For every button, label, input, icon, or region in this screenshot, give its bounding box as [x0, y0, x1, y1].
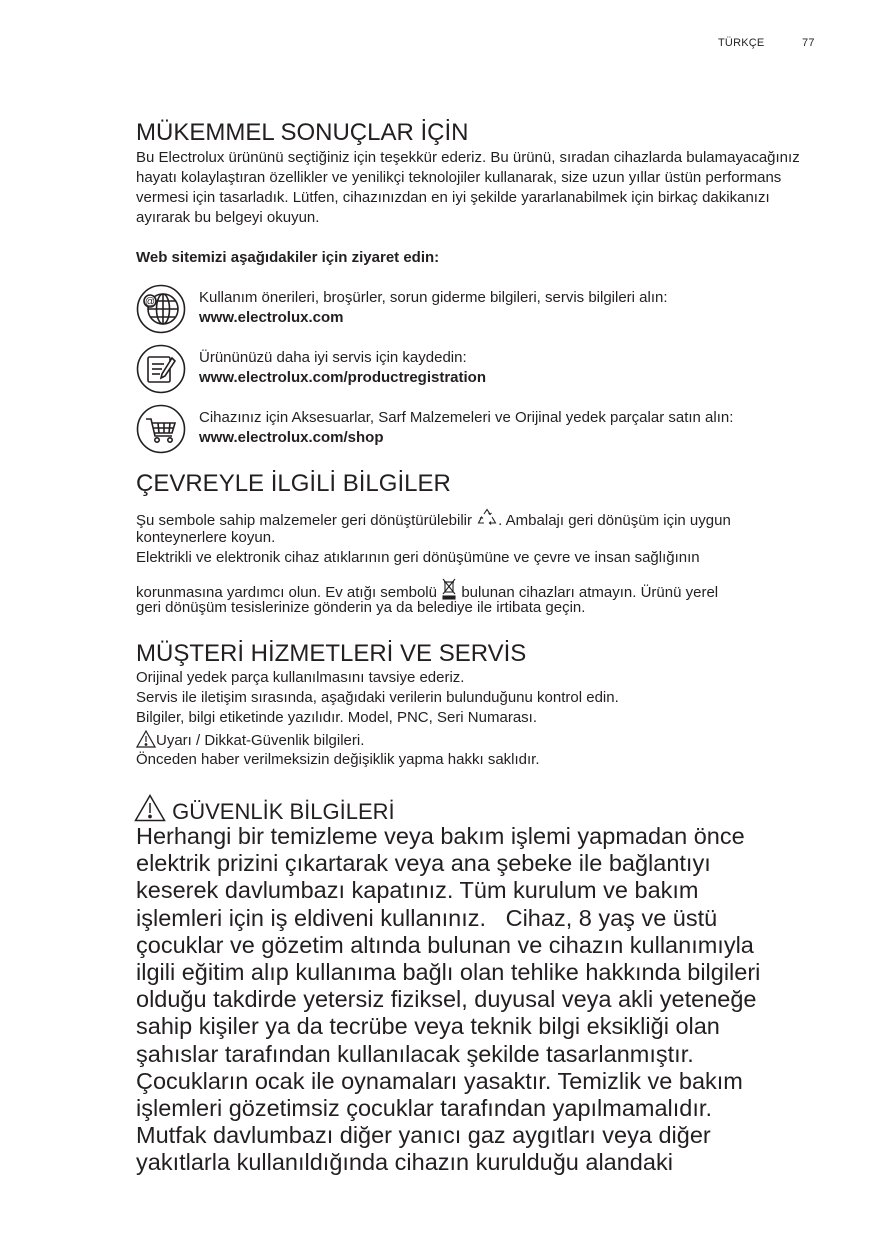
safety-line: şahıslar tarafından kullanılacak şekilde tasarlanmıştır. [136, 1040, 694, 1067]
svg-text:@: @ [144, 296, 156, 308]
web-item-shop [199, 408, 733, 448]
header-language: TÜRKÇE [718, 37, 765, 49]
safety-line: sahip kişiler ya da tecrübe veya teknik bilgi eksikliği olan [136, 1013, 720, 1040]
safety-body [136, 823, 826, 1177]
web-link-electrolux[interactable]: www.electrolux.com [199, 309, 344, 326]
environment-line-2: konteynerlere koyun. [136, 529, 276, 546]
section-title-safety: GÜVENLİK BİLGİLERİ [134, 794, 395, 828]
intro-paragraph: Bu Electrolux ürününü seçtiğiniz için teşekkür ederiz. Bu ürünü, sıradan cihazlarda bulamayacağınız hayatı kolaylaştıran özellikler ve yenilikçi teknolojiler kullanarak, size uzun yıllar üstün performans vermesi için tasarladık. Lütfen, cihazınızdan en iyi şekilde yararlanabilmek için birkaç dakikanızı ayırarak bu belgeyi okuyun. [136, 149, 800, 226]
safety-line: olduğu takdirde yetersiz fiziksel, duyusal veya akli yeteneğe [136, 986, 757, 1013]
environment-line-4: korunmasına yardımcı olun. Ev atığı sembolü bulunan cihazları atmayın. Ürünü yerel [136, 578, 718, 606]
customer-service-line-1: Orijinal yedek parça kullanılmasını tavsiye ederiz. [136, 669, 465, 686]
web-item-support-text: Kullanım önerileri, broşürler, sorun giderme bilgileri, servis bilgileri alın: [199, 289, 668, 306]
safety-line: elektrik prizini çıkartarak veya ana şebeke ile bağlantıyı [136, 850, 711, 877]
registration-form-icon [136, 344, 186, 394]
web-link-shop[interactable]: www.electrolux.com/shop [199, 429, 384, 446]
safety-line: keserek davlumbazı kapatınız. Tüm kurulum ve bakım [136, 877, 699, 904]
customer-service-line-2: Servis ile iletişim sırasında, aşağıdaki verilerin bulunduğunu kontrol edin. [136, 689, 619, 706]
section-title-perfect-results: MÜKEMMEL SONUÇLAR İÇİN [136, 119, 469, 146]
web-item-support [199, 288, 668, 328]
safety-line: Mutfak davlumbazı diğer yanıcı gaz aygıtları veya diğer [136, 1122, 711, 1149]
web-item-registration-text: Ürününüzü daha iyi servis için kaydedin: [199, 349, 467, 366]
shopping-cart-icon [136, 404, 186, 454]
customer-service-line-3: Bilgiler, bilgi etiketinde yazılıdır. Model, PNC, Seri Numarası. [136, 709, 537, 726]
environment-line-5: geri dönüşüm tesislerinize gönderin ya da belediye ile irtibata geçin. [136, 599, 586, 616]
environment-line-1: Şu sembole sahip malzemeler geri dönüştürülebilir . Ambalajı geri dönüşüm için uygun [136, 508, 731, 534]
customer-service-line-5: Önceden haber verilmeksizin değişiklik yapma hakkı saklıdır. [136, 751, 540, 768]
recycle-icon [476, 508, 498, 534]
customer-service-line-4: Uyarı / Dikkat-Güvenlik bilgileri. [136, 730, 364, 754]
safety-line: işlemleri gözetimsiz çocuklar tarafından yapılmamalıdır. [136, 1095, 712, 1122]
safety-line: ilgili eğitim alıp kullanıma bağlı olan tehlike hakkında bilgileri [136, 959, 761, 986]
safety-line: Herhangi bir temizleme veya bakım işlemi yapmadan önce [136, 823, 745, 849]
page-number: 77 [802, 37, 815, 49]
web-item-shop-text: Cihazınız için Aksesuarlar, Sarf Malzemeleri ve Orijinal yedek parçalar satın alın: [199, 409, 734, 426]
section-title-customer-service: MÜŞTERİ HİZMETLERİ VE SERVİS [136, 640, 527, 667]
environment-line-3: Elektrikli ve elektronik cihaz atıklarının geri dönüşümüne ve çevre ve insan sağlığının [136, 549, 700, 566]
globe-at-icon [136, 284, 186, 334]
safety-line: yakıtlarla kullanıldığında cihazın kurulduğu alandaki [136, 1149, 673, 1176]
web-item-registration [199, 348, 486, 388]
safety-line: Çocukların ocak ile oynamaları yasaktır. Temizlik ve bakım [136, 1067, 743, 1094]
section-title-environment: ÇEVREYLE İLGİLİ BİLGİLER [136, 470, 451, 497]
web-link-productregistration[interactable]: www.electrolux.com/productregistration [199, 369, 486, 386]
safety-line: işlemleri için iş eldiveni kullanınız. Cihaz, 8 yaş ve üstü [136, 904, 718, 931]
safety-line: çocuklar ve gözetim altında bulunan ve cihazın kullanımıyla [136, 931, 754, 958]
web-heading: Web sitemizi aşağıdakiler için ziyaret edin: [136, 249, 440, 266]
